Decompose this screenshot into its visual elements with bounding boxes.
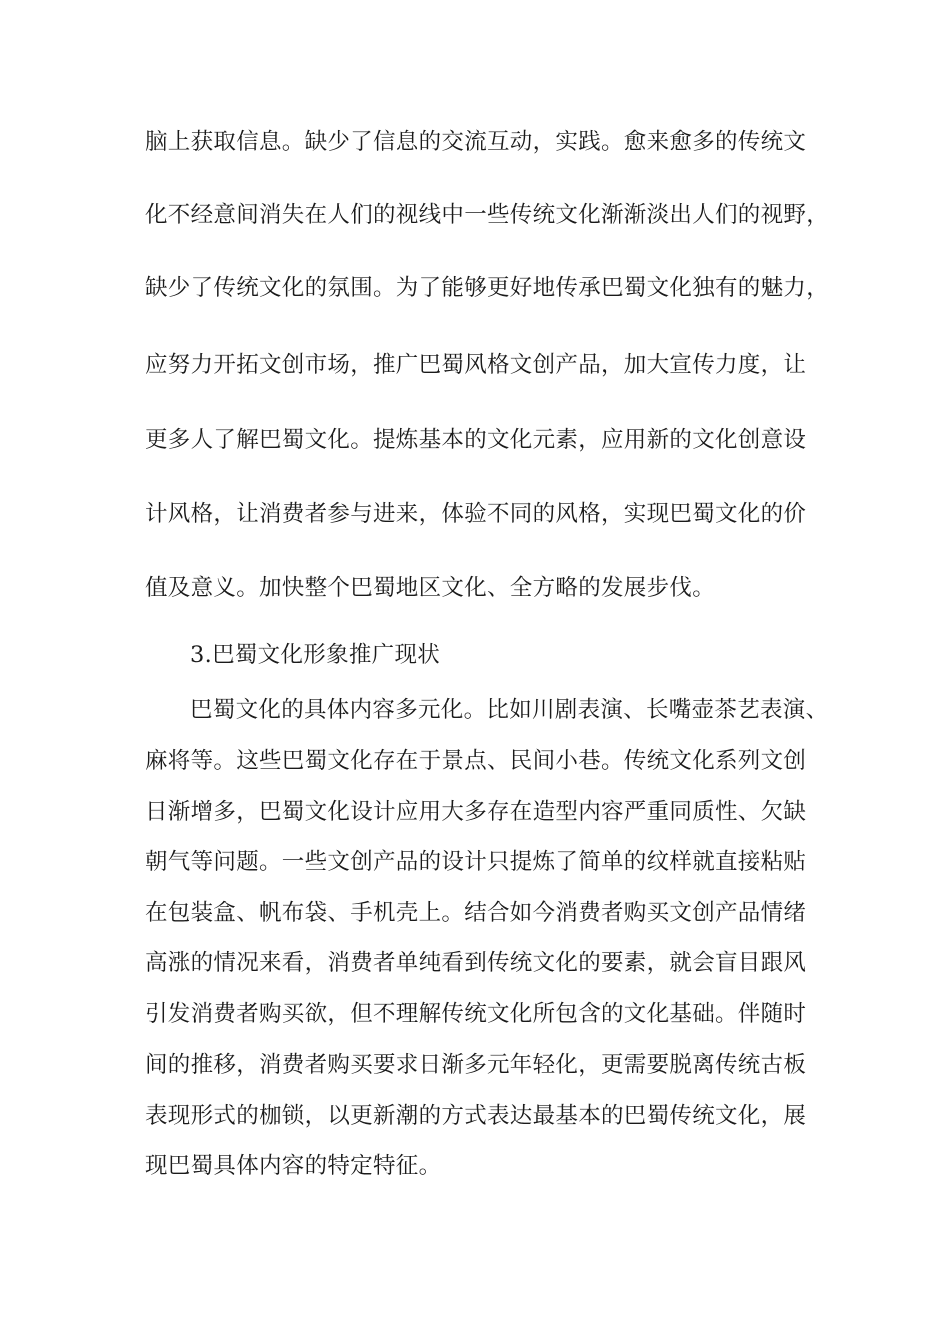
text-line: 引发消费者购买欲，但不理解传统文化所包含的文化基础。伴随时 [145,1001,807,1027]
text-line: 更多人了解巴蜀文化。提炼基本的文化元素，应用新的文化创意设 [145,427,807,453]
text-line: 高涨的情况来看，消费者单纯看到传统文化的要素，就会盲目跟风 [145,950,807,976]
text-line: 在包装盒、帆布袋、手机壳上。结合如今消费者购买文创产品情绪 [145,900,807,926]
text-line: 现巴蜀具体内容的特定特征。 [145,1153,442,1179]
text-line: 表现形式的枷锁，以更新潮的方式表达最基本的巴蜀传统文化，展 [145,1103,807,1129]
text-line: 巴蜀文化的具体内容多元化。比如川剧表演、长嘴壶茶艺表演、 [190,697,829,723]
text-line: 间的推移，消费者购买要求日渐多元年轻化，更需要脱离传统古板 [145,1052,807,1078]
text-line: 朝气等问题。一些文创产品的设计只提炼了简单的纹样就直接粘贴 [145,849,807,875]
text-line: 缺少了传统文化的氛围。为了能够更好地传承巴蜀文化独有的魅力， [145,275,830,301]
text-line: 应努力开拓文创市场，推广巴蜀风格文创产品，加大宣传力度，让 [145,352,807,378]
text-line: 值及意义。加快整个巴蜀地区文化、全方略的发展步伐。 [145,575,716,601]
section-heading: 3.巴蜀文化形象推广现状 [190,642,441,668]
text-line: 麻将等。这些巴蜀文化存在于景点、民间小巷。传统文化系列文创 [145,748,807,774]
text-line: 计风格，让消费者参与进来，体验不同的风格，实现巴蜀文化的价 [145,501,807,527]
text-line: 日渐增多，巴蜀文化设计应用大多存在造型内容严重同质性、欠缺 [145,799,807,825]
text-line: 化不经意间消失在人们的视线中一些传统文化渐渐淡出人们的视野， [145,202,830,228]
text-line: 脑上获取信息。缺少了信息的交流互动，实践。愈来愈多的传统文 [145,129,807,155]
